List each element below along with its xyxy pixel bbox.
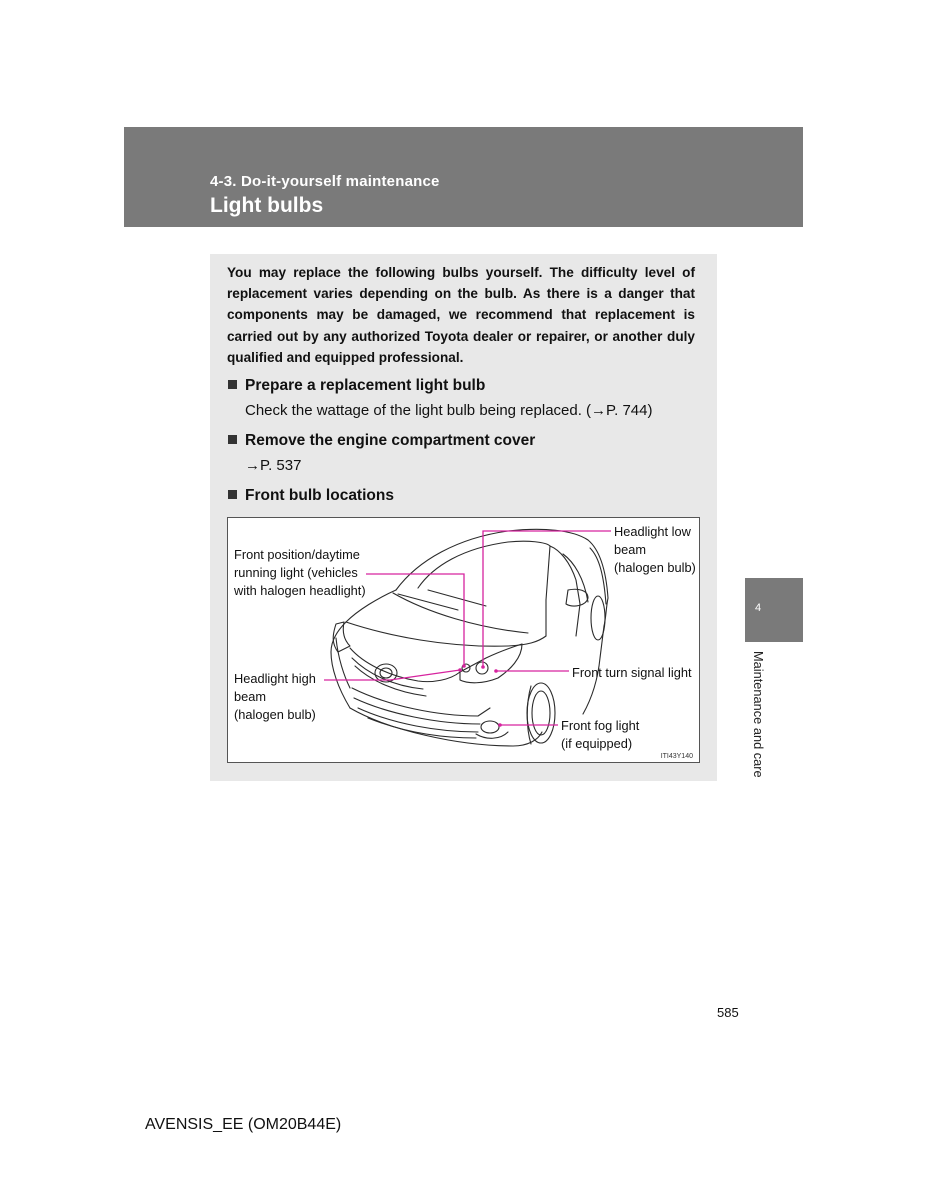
- section-label: 4-3. Do-it-yourself maintenance: [210, 173, 440, 190]
- item-heading-bulb-locations: [228, 487, 394, 505]
- page-title: Light bulbs: [210, 194, 324, 217]
- footer-code: AVENSIS_EE (OM20B44E): [145, 1116, 342, 1133]
- item-heading-text: Front bulb locations: [245, 487, 394, 504]
- content-box: [210, 254, 717, 781]
- page-number: 585: [717, 1005, 739, 1020]
- item-body-prepare: Check the wattage of the light bulb being replaced. (→P. 744): [245, 402, 653, 419]
- item-heading-prepare: [228, 377, 485, 395]
- chapter-number: 4: [755, 602, 762, 614]
- chapter-tab: [745, 578, 803, 642]
- item-heading-remove-cover: [228, 432, 535, 450]
- label-front-position-light: Front position/daytime running light (vehicles with halogen headlight): [234, 547, 366, 598]
- label-front-turn-signal: Front turn signal light: [572, 665, 692, 680]
- label-headlight-low-beam: Headlight low beam (halogen bulb): [614, 524, 696, 575]
- front-bulb-figure: [227, 517, 700, 763]
- header-band: [124, 127, 803, 227]
- intro-paragraph: You may replace the following bulbs yourself. The difficulty level of replacement varies depending on the bulb. As there is a danger that components may be damaged, we recommend that replacement is carried out by any authorized Toyota dealer or repairer, or another duly qualified and equipped professional.: [227, 265, 695, 365]
- chapter-title: Maintenance and care: [751, 651, 766, 778]
- item-heading-text: Remove the engine compartment cover: [245, 432, 536, 449]
- label-headlight-high-beam: Headlight high beam (halogen bulb): [234, 671, 316, 722]
- square-bullet-icon: [228, 380, 237, 389]
- item-heading-text: Prepare a replacement light bulb: [245, 377, 486, 394]
- square-bullet-icon: [228, 490, 237, 499]
- figure-id: ITI43Y140: [660, 753, 693, 760]
- label-front-fog-light: Front fog light (if equipped): [561, 718, 640, 751]
- item-body-remove-cover: →P. 537: [245, 457, 302, 474]
- square-bullet-icon: [228, 435, 237, 444]
